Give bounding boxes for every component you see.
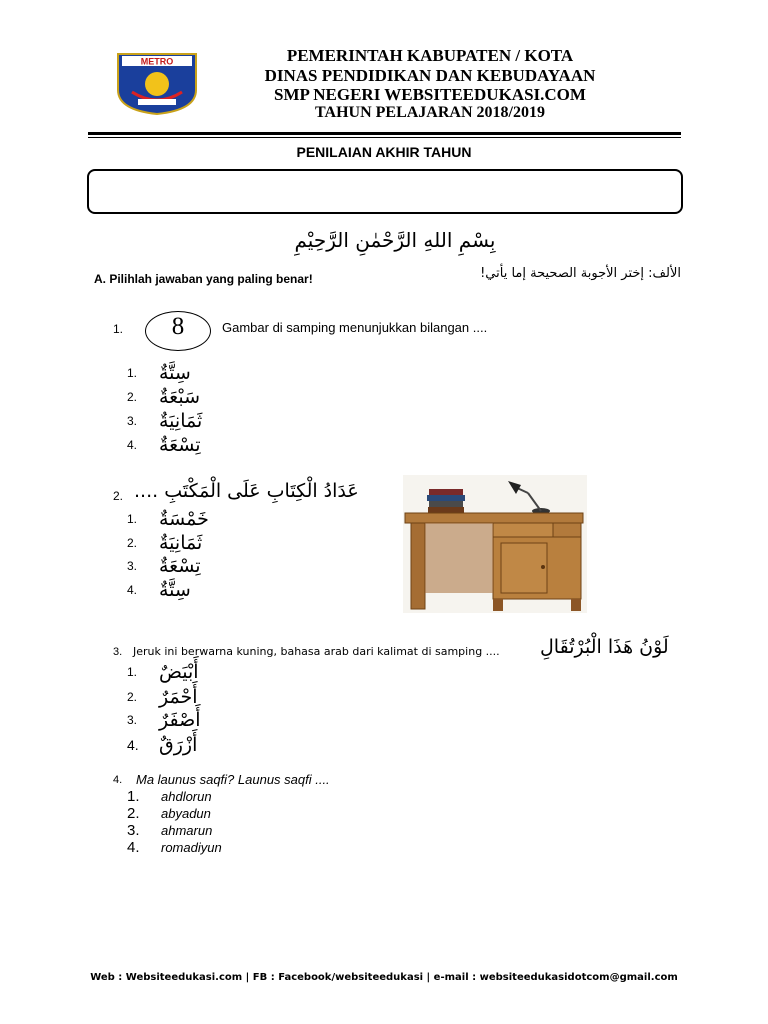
question-1-option-4[interactable] — [127, 434, 201, 456]
page-title: PENILAIAN AKHIR TAHUN — [296, 144, 472, 160]
option-number: 4. — [127, 583, 138, 597]
desk-image — [403, 475, 587, 613]
option-number: 3. — [127, 559, 138, 573]
page-footer: Web : Websiteedukasi.com | FB : Facebook/websiteedukasi | e-mail : websiteedukasidotcom@gmail.com — [90, 972, 678, 983]
question-2-option-3[interactable] — [127, 555, 201, 577]
header-line-1: PEMERINTAH KABUPATEN / KOTA — [286, 46, 574, 65]
option-number: 2. — [127, 390, 138, 404]
option-text: ahmarun — [161, 823, 213, 838]
question-3-text-arabic: لَوْنُ هَذَا الْبُرْتُقَالِ — [540, 636, 669, 658]
option-number: 1. — [127, 788, 140, 805]
school-logo — [116, 52, 198, 116]
option-text: سِتَّةٌ — [159, 362, 191, 384]
question-3-number: 3. — [113, 646, 123, 658]
figure-number: 8 — [171, 313, 185, 340]
option-text: ثَمَانِيَةٌ — [159, 532, 203, 554]
option-text: أَصْفَرٌ — [159, 709, 201, 731]
question-1-text: Gambar di samping menunjukkan bilangan .... — [222, 320, 488, 335]
question-4-option-4[interactable] — [127, 839, 222, 856]
option-number: 3. — [127, 822, 140, 839]
option-text: تِسْعَةٌ — [159, 555, 201, 577]
section-instruction-arabic: الألف: إختر الأجوبة الصحيحة إما يأتي! — [480, 266, 681, 281]
question-3-option-3[interactable] — [127, 709, 201, 731]
question-2-option-2[interactable] — [127, 532, 202, 554]
question-2-option-1[interactable] — [127, 508, 209, 530]
option-text: سِتَّةٌ — [159, 579, 191, 601]
question-1-option-3[interactable] — [127, 410, 202, 432]
question-3-option-2[interactable] — [127, 686, 198, 708]
option-text: أَزْرَقٌ — [159, 734, 198, 756]
option-number: 3. — [127, 713, 138, 727]
option-text: romadiyun — [161, 840, 222, 855]
header-rule-thick — [88, 132, 681, 135]
question-1-option-1[interactable] — [127, 362, 191, 384]
question-1-number: 1. — [113, 322, 124, 336]
option-number: 4. — [127, 839, 140, 856]
question-4-option-2[interactable] — [127, 805, 211, 822]
option-number: 4. — [127, 737, 139, 753]
question-1-option-2[interactable] — [127, 386, 200, 408]
question-4-number: 4. — [113, 774, 123, 786]
option-text: خَمْسَةٌ — [159, 508, 209, 530]
header-line-3: SMP NEGERI WEBSITEEDUKASI.COM — [274, 85, 586, 104]
option-number: 2. — [127, 536, 138, 550]
question-3-option-4[interactable] — [127, 734, 197, 756]
section-instruction-latin: A. Pilihlah jawaban yang paling benar! — [94, 272, 313, 286]
question-4-option-1[interactable] — [127, 788, 212, 805]
option-text: ثَمَانِيَةٌ — [159, 410, 203, 432]
logo-text: METRO — [140, 56, 174, 67]
question-4-option-3[interactable] — [127, 822, 212, 839]
question-4-text: Ma launus saqfi? Launus saqfi .... — [136, 772, 330, 787]
header-line-4: TAHUN PELAJARAN 2018/2019 — [315, 104, 545, 121]
option-number: 2. — [127, 805, 140, 822]
identity-box — [87, 169, 683, 214]
option-number: 1. — [127, 366, 138, 380]
header-line-2: DINAS PENDIDIKAN DAN KEBUDAYAAN — [264, 66, 596, 85]
option-number: 1. — [127, 512, 138, 526]
question-3-text-latin: Jeruk ini berwarna kuning, bahasa arab dari kalimat di samping .... — [133, 645, 500, 658]
option-text: abyadun — [161, 806, 211, 821]
option-number: 3. — [127, 414, 138, 428]
option-text: أَبْيَضٌ — [159, 661, 199, 683]
basmalah: بِسْمِ اللهِ الرَّحْمٰنِ الرَّحِيْمِ — [294, 228, 496, 252]
header-rule-thin — [88, 137, 681, 138]
option-number: 2. — [127, 690, 138, 704]
option-number: 4. — [127, 438, 138, 452]
question-3-option-1[interactable] — [127, 661, 199, 683]
option-text: ahdlorun — [161, 789, 212, 804]
option-number: 1. — [127, 665, 138, 679]
option-text: تِسْعَةٌ — [159, 434, 201, 456]
question-2-number: 2. — [113, 489, 124, 503]
question-2-option-4[interactable] — [127, 579, 191, 601]
question-2-text: عَدَادُ الْكِتَابِ عَلَى الْمَكْتَبِ .... — [134, 480, 359, 502]
option-text: أَحْمَرٌ — [159, 686, 198, 708]
option-text: سَبْعَةٌ — [159, 386, 201, 408]
